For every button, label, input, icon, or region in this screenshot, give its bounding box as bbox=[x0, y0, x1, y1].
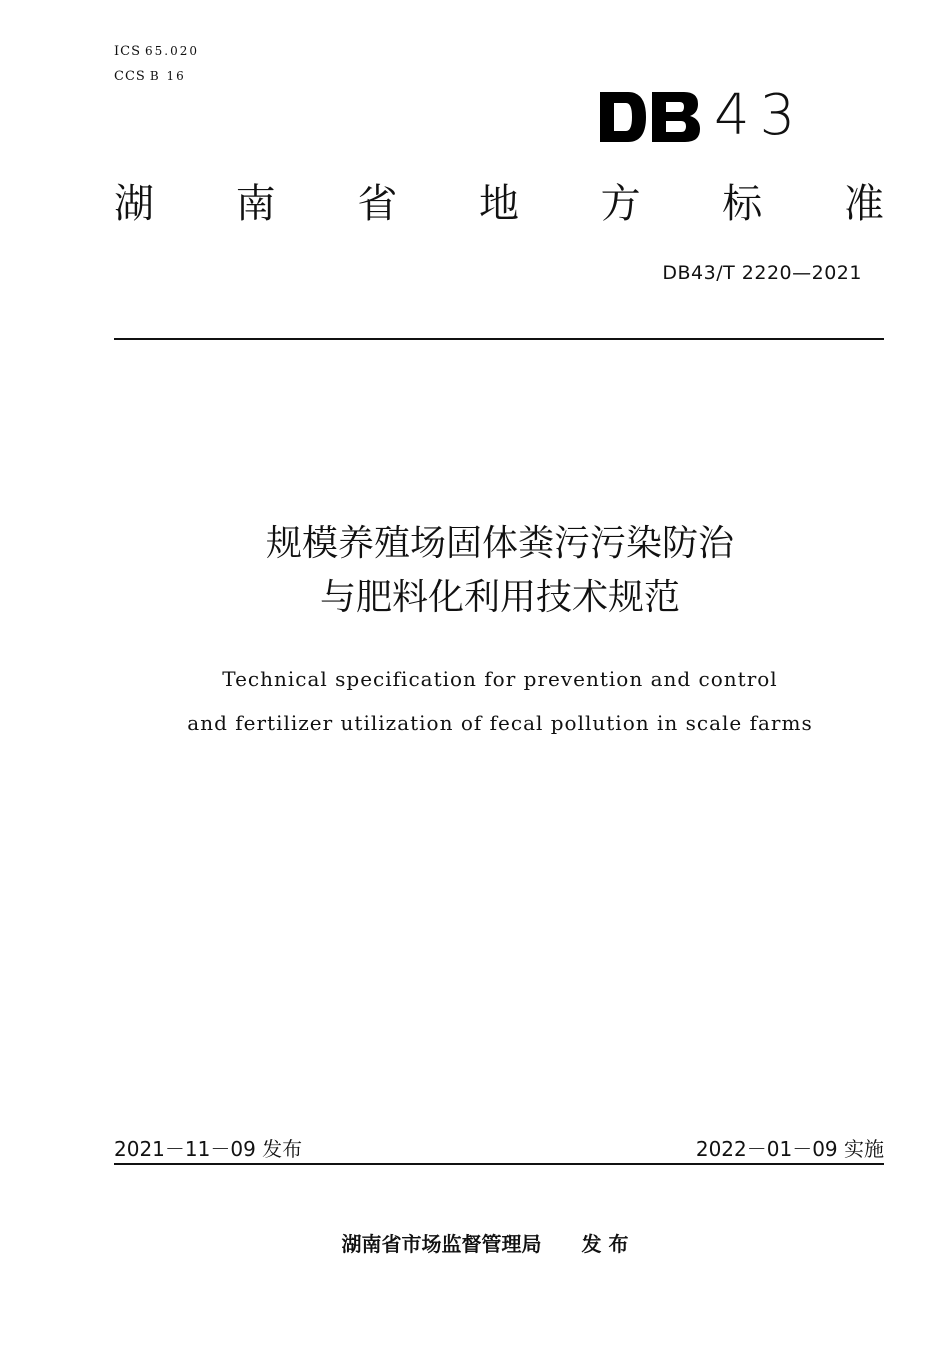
chinese-title-line: 规模养殖场固体粪污污染防治 bbox=[265, 523, 734, 564]
ics-label: ICS bbox=[114, 44, 141, 59]
db-logo bbox=[600, 92, 700, 142]
ccs-label: CCS bbox=[114, 69, 146, 84]
heading-char: 省 bbox=[357, 181, 398, 227]
chinese-title bbox=[0, 517, 950, 625]
heading-char: 地 bbox=[478, 181, 519, 227]
ics-code bbox=[114, 44, 199, 59]
standard-number: DB43/T 2220—2021 bbox=[662, 262, 862, 284]
english-title-line: and fertilizer utilization of fecal pollution in scale farms bbox=[187, 711, 813, 735]
chinese-title-line: 与肥料化利用技术规范 bbox=[319, 577, 680, 618]
english-title-line: Technical specification for prevention and control bbox=[222, 667, 778, 691]
heading-char: 湖 bbox=[114, 181, 154, 227]
publisher: 湖南省市场监督管理局 发 布 bbox=[341, 1232, 629, 1256]
heading-char: 标 bbox=[722, 181, 763, 227]
bottom-divider bbox=[114, 1163, 884, 1165]
ics-value: 65.020 bbox=[145, 44, 199, 58]
ccs-code bbox=[114, 69, 186, 84]
heading-char: 南 bbox=[235, 181, 276, 227]
standard-type-heading bbox=[114, 180, 884, 228]
heading-char: 准 bbox=[843, 181, 884, 227]
implementation-date: 2022－01－09 实施 bbox=[695, 1137, 884, 1161]
top-divider bbox=[114, 338, 884, 340]
ccs-value: B 16 bbox=[149, 69, 186, 83]
region-code: 43 bbox=[714, 83, 806, 148]
issue-date: 2021－11－09 发布 bbox=[114, 1137, 303, 1161]
heading-char: 方 bbox=[600, 181, 641, 227]
english-title bbox=[0, 657, 950, 745]
